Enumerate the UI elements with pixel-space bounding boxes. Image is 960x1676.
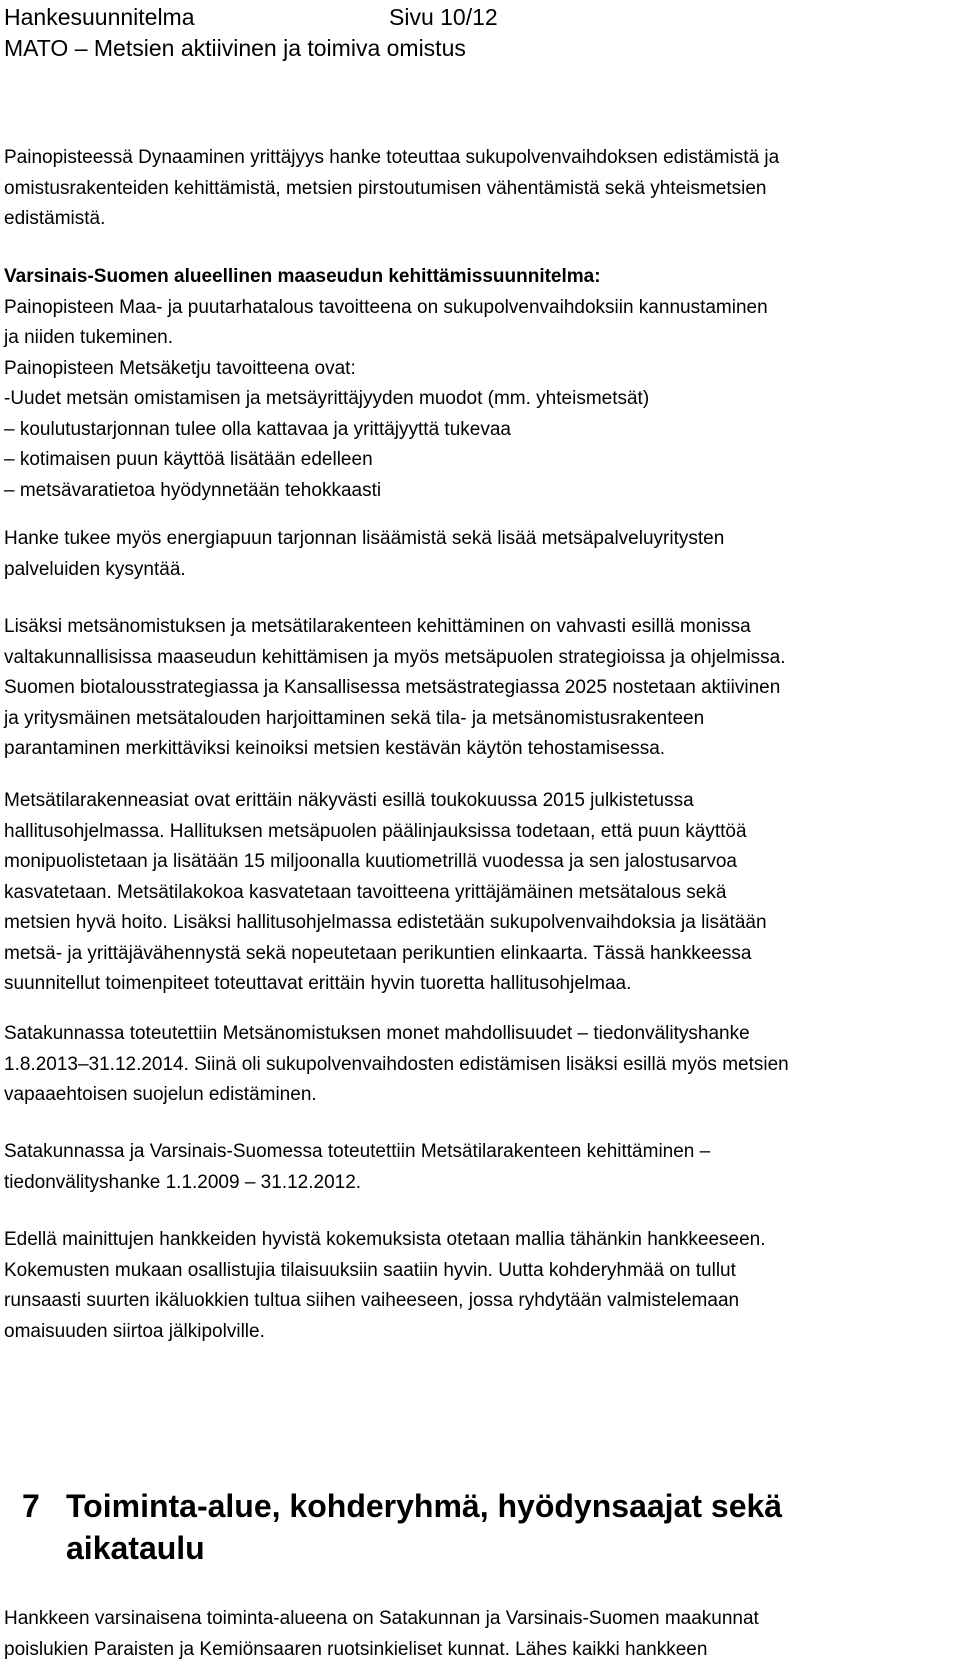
project-name: MATO – Metsien aktiivinen ja toimiva omistus — [4, 35, 466, 61]
page-number: Sivu 10/12 — [389, 4, 498, 30]
list-item: – koulutustarjonnan tulee olla kattavaa ja yrittäjyyttä tukevaa — [4, 418, 511, 440]
section-heading — [22, 1485, 782, 1569]
text-line: Lisäksi metsänomistuksen ja metsätilarakenteen kehittäminen on vahvasti esillä monissa — [4, 616, 751, 637]
document-title: Hankesuunnitelma — [4, 4, 195, 30]
paragraph-operating-area — [4, 1604, 956, 1665]
text-line: metsien hyvä hoito. Lisäksi hallitusohjelmassa edistetään sukupolvenvaihdoksia ja lisätään — [4, 912, 767, 933]
list-item: – kotimaisen puun käyttöä lisätään edelleen — [4, 449, 373, 470]
text-line: Painopisteessä Dynaaminen yrittäjyys hanke toteuttaa sukupolvenvaihdoksen edistämistä ja — [4, 147, 780, 168]
text-line: Suomen biotalousstrategiassa ja Kansallisessa metsästrategiassa 2025 nostetaan aktiivinen — [4, 677, 781, 698]
paragraph-dynamic-entrepreneurship — [4, 143, 956, 235]
text-line: valtakunnallisissa maaseudun kehittämisen ja myös metsäpuolen strategioissa ja ohjelmissa. — [4, 646, 786, 668]
text-line: -Uudet metsän omistamisen ja metsäyrittäjyyden muodot (mm. yhteismetsät) — [4, 388, 650, 409]
text-line: hallitusohjelmassa. Hallituksen metsäpuolen päälinjauksissa todetaan, että puun käyttöä — [4, 820, 747, 842]
text-line: Painopisteen Metsäketju tavoitteena ovat: — [4, 357, 356, 379]
text-line: kasvatetaan. Metsätilakokoa kasvatetaan tavoitteena yrittäjämäinen metsätalous sekä — [4, 881, 727, 903]
text-line: tiedonvälityshanke 1.1.2009 – 31.12.2012. — [4, 1171, 362, 1193]
paragraph-experiences — [4, 1225, 956, 1347]
text-line: Edellä mainittujen hankkeiden hyvistä kokemuksista otetaan mallia tähänkin hankkeeseen. — [4, 1229, 766, 1250]
text-line: Hankkeen varsinaisena toiminta-alueena on Satakunnan ja Varsinais-Suomen maakunnat — [4, 1608, 759, 1629]
text-line: metsä- ja yrittäjävähennystä sekä nopeutetaan perikuntien elinkaarta. Tässä hankkeessa — [4, 942, 752, 964]
paragraph-forest-structure-project — [4, 1137, 956, 1198]
text-line: monipuolistetaan ja lisätään 15 miljoonalla kuutiometrillä vuodessa ja sen jalostusarvoa — [4, 851, 737, 872]
section-title-line2: aikataulu — [66, 1530, 205, 1566]
text-line: Painopisteen Maa- ja puutarhatalous tavoitteena on sukupolvenvaihdoksiin kannustaminen — [4, 296, 768, 318]
text-line: 1.8.2013–31.12.2014. Siinä oli sukupolvenvaihdosten edistämisen lisäksi esillä myös metsien — [4, 1053, 789, 1075]
text-line: suunnitellut toimenpiteet toteuttavat erittäin hyvin tuoretta hallitusohjelmaa. — [4, 973, 632, 994]
text-line: Hanke tukee myös energiapuun tarjonnan lisäämistä sekä lisää metsäpalveluyritysten — [4, 528, 725, 549]
text-line: Satakunnassa toteutettiin Metsänomistuksen monet mahdollisuudet – tiedonvälityshanke — [4, 1023, 750, 1044]
text-line: Satakunnassa ja Varsinais-Suomessa toteutettiin Metsätilarakenteen kehittäminen – — [4, 1141, 711, 1162]
paragraph-energy-wood — [4, 524, 956, 585]
text-line: vapaaehtoisen suojelun edistäminen. — [4, 1084, 317, 1105]
paragraph-regional-plan — [4, 262, 956, 506]
paragraph-national-strategies — [4, 612, 956, 765]
section-title-line1: Toiminta-alue, kohderyhmä, hyödynsaajat sekä — [66, 1488, 783, 1524]
text-line: ja yritysmäinen metsätalouden harjoittaminen sekä tila- ja metsänomistusrakenteen — [4, 707, 705, 729]
text-line: omistusrakenteiden kehittämistä, metsien pirstoutumisen vähentämistä sekä yhteismetsien — [4, 177, 767, 199]
text-line: palveluiden kysyntää. — [4, 558, 186, 580]
text-line: runsaasti suurten ikäluokkien tultua siihen vaiheeseen, jossa ryhdytään valmistelemaan — [4, 1290, 740, 1311]
text-line: Metsätilarakenneasiat ovat erittäin näkyvästi esillä toukokuussa 2015 julkistetussa — [4, 790, 694, 811]
text-line: poislukien Paraisten ja Kemiönsaaren ruotsinkieliset kunnat. Lähes kaikki hankkeen — [4, 1638, 708, 1660]
paragraph-satakunta-project — [4, 1019, 956, 1111]
list-item: – metsävaratietoa hyödynnetään tehokkaasti — [4, 479, 382, 501]
section-number: 7 — [22, 1488, 40, 1524]
paragraph-heading: Varsinais-Suomen alueellinen maaseudun kehittämissuunnitelma: — [4, 266, 601, 287]
text-line: Kokemusten mukaan osallistujia tilaisuuksiin saatiin hyvin. Uutta kohderyhmää on tullut — [4, 1259, 736, 1281]
text-line: edistämistä. — [4, 208, 106, 229]
text-line: parantaminen merkittäviksi keinoiksi metsien kestävän käytön tehostamisessa. — [4, 738, 666, 759]
paragraph-government-programme — [4, 786, 956, 1000]
page-header — [4, 2, 498, 64]
text-line: omaisuuden siirtoa jälkipolville. — [4, 1320, 265, 1342]
text-line: ja niiden tukeminen. — [4, 327, 173, 348]
header-row — [4, 2, 498, 33]
